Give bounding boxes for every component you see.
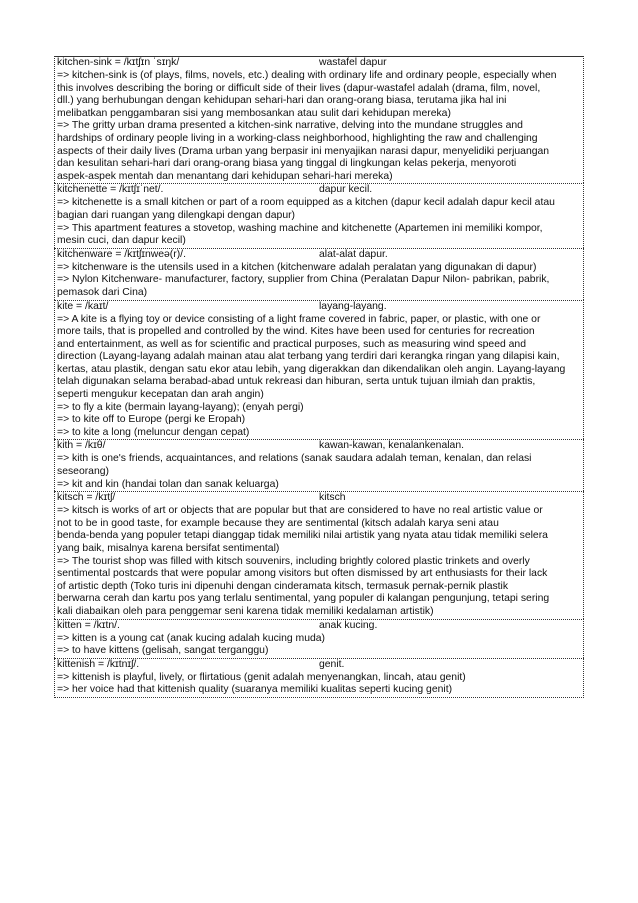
definition-line: => to kite off to Europe (pergi ke Eropah): [57, 414, 246, 426]
definition-line: kertas, atau plastik, dengan satu ekor atau lebih, yang digerakkan dan dikendalikan oleh angin. Layang-layang: [57, 363, 566, 375]
definition-line: => to fly a kite (bermain layang-layang); (enyah pergi): [57, 401, 304, 413]
dictionary-entry: [54, 658, 584, 698]
definition-line: => This apartment features a stovetop, washing machine and kitchenette (Apartemen ini memiliki kompor,: [57, 222, 543, 234]
dictionary-entry: [54, 491, 584, 618]
definition-line: mesin cuci, dan dapur kecil): [57, 235, 186, 247]
definition-line: aspek-aspek mentah dan menantang dari kehidupan sehari-hari mereka): [57, 170, 393, 182]
dictionary-entry: [54, 619, 584, 658]
definition-line: berwarna cerah dan kartu pos yang terlalu sentimental, yang populer di kalangan pengunjung, tetapi sering: [57, 593, 550, 605]
headword: kith = /kɪθ/: [57, 440, 106, 452]
definition-line: aspects of their daily lives (Drama urban yang berpasir ini menyajikan narasi dapur, menyelidiki perjuangan: [57, 145, 550, 157]
definition-line: => kit and kin (handai tolan dan sanak keluarga): [57, 478, 279, 490]
definition-line: pemasok dari Cina): [57, 286, 148, 298]
translation: dapur kecil.: [319, 184, 373, 196]
entry-headline: [57, 492, 581, 505]
dictionary-entry: [54, 56, 584, 183]
definition-line: melibatkan penggambaran sisi yang membosankan atau sulit dari kehidupan mereka): [57, 107, 451, 119]
definition-line: seseorang): [57, 466, 109, 478]
definition-line: => kitten is a young cat (anak kucing adalah kucing muda): [57, 632, 326, 644]
translation: kawan-kawan, kenalankenalan.: [319, 440, 464, 452]
dictionary-entry: [54, 183, 584, 247]
translation: alat-alat dapur.: [319, 248, 388, 260]
definition-line: => Nylon Kitchenware- manufacturer, factory, supplier from China (Peralatan Dapur Nilon- pabrikan, pabrik,: [57, 274, 550, 286]
definition-line: of artistic depth (Toko turis ini dipenuhi dengan cinderamata kitsch, termasuk pernak-pernik plastik: [57, 580, 509, 592]
translation: genit.: [319, 658, 345, 670]
definition-line: => kitchenette is a small kitchen or part of a room equipped as a kitchen (dapur kecil adalah dapur kecil atau: [57, 197, 555, 209]
dictionary-entry: [54, 248, 584, 300]
entry-headline: [57, 620, 581, 633]
definition-line: benda-benda yang populer tetapi dianggap tidak memiliki nilai artistik yang nyata atau tidak memiliki selera: [57, 530, 548, 542]
entry-headline: [57, 57, 581, 70]
translation: anak kucing.: [319, 619, 378, 631]
headword: kitchenette = /kɪtʃɪˈnet/.: [57, 184, 164, 196]
headword: kittenish = /kɪtnɪʃ/.: [57, 658, 140, 670]
definition-line: => kittenish is playful, lively, or flirtatious (genit adalah menyenangkan, lincah, atau genit): [57, 671, 466, 683]
definition-line: direction (Layang-layang adalah mainan atau alat terbang yang terdiri dari kerangka ringan yang dilapisi kain,: [57, 351, 560, 363]
entry-headline: [57, 184, 581, 197]
definition-line: seperti mengukur kecepatan dan arah angin): [57, 389, 264, 401]
headword: kitchenware = /kɪtʃɪnweə(r)/.: [57, 248, 186, 260]
definition-line: bagian dari ruangan yang dilengkapi dengan dapur): [57, 209, 296, 221]
definition-line: dll.) yang berhubungan dengan kehidupan sehari-hari dan orang-orang biasa, terutama jika hal ini: [57, 95, 507, 107]
definition-line: sentimental postcards that were popular among visitors but often dismissed by art enthusiasts for their lack: [57, 568, 548, 580]
definition-line: => The tourist shop was filled with kitsch souvenirs, including brightly colored plastic trinkets and overly: [57, 555, 530, 567]
definition-line: => The gritty urban drama presented a kitchen-sink narrative, delving into the mundane struggles and: [57, 120, 523, 132]
dictionary-page: [54, 56, 584, 698]
definition-line: hardships of ordinary people living in a working-class neighborhood, highlighting the raw and challenging: [57, 132, 538, 144]
definition-line: => kitchenware is the utensils used in a kitchen (kitchenware adalah peralatan yang digunakan di dapur): [57, 261, 537, 273]
definition-line: yang baik, misalnya karena bersifat sentimental): [57, 543, 280, 554]
definition-line: => kitchen-sink is (of plays, films, novels, etc.) dealing with ordinary life and ordinary people, especially when: [57, 70, 557, 81]
definition-line: => to kite a long (meluncur dengan cepat): [57, 426, 250, 438]
entry-headline: [57, 659, 581, 672]
headword: kitchen-sink = /kɪtʃɪn ˈsɪŋk/: [57, 57, 180, 68]
definition-line: and entertainment, as well as for scientific and practical purposes, such as measuring wind speed and: [57, 338, 526, 350]
entry-headline: [57, 301, 581, 314]
translation: kitsch: [319, 492, 346, 504]
translation: layang-layang.: [319, 300, 387, 312]
definition-line: => A kite is a flying toy or device consisting of a light frame covered in fabric, paper, or plastic, with one or: [57, 313, 541, 325]
definition-line: => her voice had that kittenish quality (suaranya memiliki kualitas seperti kucing genit): [57, 684, 453, 696]
definition-line: this involves describing the boring or difficult side of their lives (dapur-wastafel adalah (drama, film, novel,: [57, 82, 541, 94]
definition-line: kali diabaikan oleh para penggemar seni karena tidak memiliki kedalaman artistik): [57, 605, 434, 617]
entry-headline: [57, 249, 581, 262]
definition-line: => kith is one's friends, acquaintances, and relations (sanak saudara adalah teman, kenalan, dan relasi: [57, 453, 532, 465]
dictionary-entry: [54, 439, 584, 491]
definition-line: telah digunakan selama berabad-abad untuk rekreasi dan hiburan, serta untuk tujuan ilmiah dan praktis,: [57, 376, 536, 388]
translation: wastafel dapur: [319, 57, 387, 68]
entry-headline: [57, 440, 581, 453]
headword: kite = /kaɪt/: [57, 300, 109, 312]
headword: kitten = /kɪtn/.: [57, 619, 120, 631]
definition-line: dan kesulitan sehari-hari dari orang-orang biasa yang tinggal di lingkungan kelas pekerja, menyoroti: [57, 158, 517, 170]
definition-line: more tails, that is propelled and controlled by the wind. Kites have been used for centuries for recreation: [57, 326, 535, 338]
definition-line: => kitsch is works of art or objects that are popular but that are considered to have no real artistic value or: [57, 505, 543, 517]
dictionary-entry: [54, 300, 584, 440]
headword: kitsch = /kɪtʃ/: [57, 492, 116, 504]
definition-line: => to have kittens (gelisah, sangat terganggu): [57, 645, 269, 657]
definition-line: not to be in good taste, for example because they are sentimental (kitsch adalah karya seni atau: [57, 517, 499, 529]
